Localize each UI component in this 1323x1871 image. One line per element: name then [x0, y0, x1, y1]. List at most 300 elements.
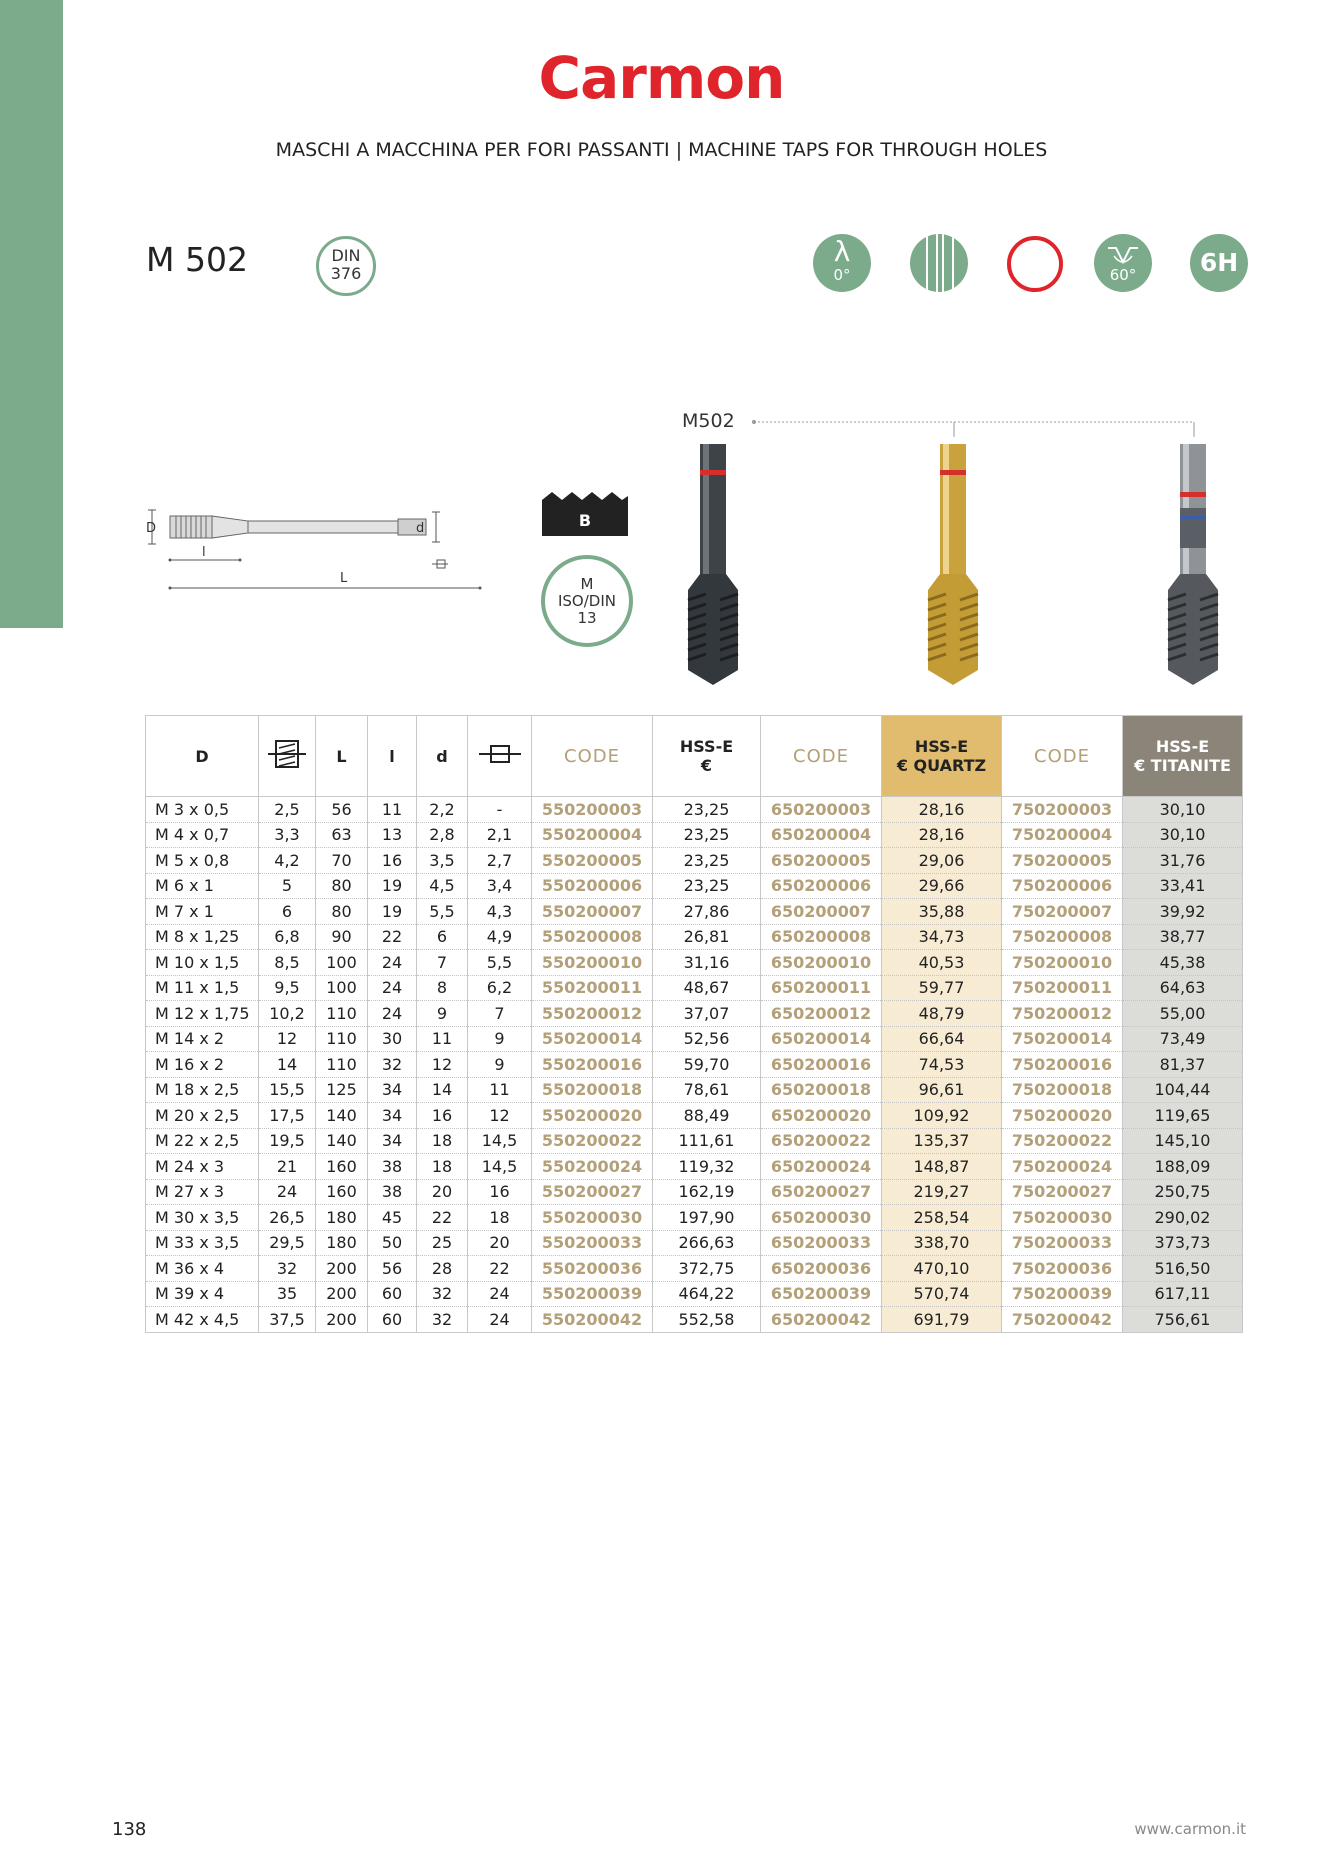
cell-size: M 11 x 1,5 [146, 975, 259, 1001]
cell-square: 11 [468, 1077, 532, 1103]
table-row [146, 1103, 1243, 1129]
cell-code-hsse: 550200027 [532, 1179, 653, 1205]
cell-square: 18 [468, 1205, 532, 1231]
cell-size: M 39 x 4 [146, 1281, 259, 1307]
cell-square: 7 [468, 1001, 532, 1027]
header-drill-icon [259, 716, 316, 797]
cell-price-hsse: 111,61 [653, 1128, 761, 1154]
cell-size: M 22 x 2,5 [146, 1128, 259, 1154]
cell-L: 56 [316, 797, 368, 823]
cell-code-quartz: 650200022 [761, 1128, 882, 1154]
cell-code-titanite: 750200007 [1002, 899, 1123, 925]
cell-price-quartz: 148,87 [882, 1154, 1002, 1180]
cell-code-quartz: 650200027 [761, 1179, 882, 1205]
cell-price-titanite: 617,11 [1123, 1281, 1243, 1307]
cell-drill: 35 [259, 1281, 316, 1307]
cell-code-titanite: 750200020 [1002, 1103, 1123, 1129]
cell-size: M 12 x 1,75 [146, 1001, 259, 1027]
cell-drill: 10,2 [259, 1001, 316, 1027]
cell-L: 180 [316, 1230, 368, 1256]
cell-code-hsse: 550200014 [532, 1026, 653, 1052]
cell-size: M 42 x 4,5 [146, 1307, 259, 1333]
tap-leader-lines [0, 0, 1323, 460]
footer-url[interactable]: www.carmon.it [1134, 1820, 1246, 1838]
cell-drill: 4,2 [259, 848, 316, 874]
cell-code-quartz: 650200012 [761, 1001, 882, 1027]
header-price-quartz [882, 716, 1002, 797]
tap-photo-titanite [1158, 440, 1228, 690]
cell-price-hsse: 31,16 [653, 950, 761, 976]
table-row [146, 822, 1243, 848]
cell-drill: 8,5 [259, 950, 316, 976]
cell-code-hsse: 550200030 [532, 1205, 653, 1231]
cell-square: 4,3 [468, 899, 532, 925]
cell-L: 200 [316, 1281, 368, 1307]
cell-price-hsse: 59,70 [653, 1052, 761, 1078]
cell-code-quartz: 650200007 [761, 899, 882, 925]
cell-L: 100 [316, 975, 368, 1001]
cell-l: 30 [368, 1026, 417, 1052]
cell-code-quartz: 650200016 [761, 1052, 882, 1078]
cell-price-quartz: 74,53 [882, 1052, 1002, 1078]
cell-square: 20 [468, 1230, 532, 1256]
header-hsse-line1: HSS-E [679, 737, 734, 756]
cell-d: 14 [417, 1077, 468, 1103]
cell-price-titanite: 33,41 [1123, 873, 1243, 899]
cell-code-quartz: 650200004 [761, 822, 882, 848]
cell-l: 24 [368, 950, 417, 976]
cell-L: 90 [316, 924, 368, 950]
header-titanite-line1: HSS-E [1155, 737, 1210, 756]
drawing-label-d: d [416, 521, 425, 536]
cell-price-quartz: 34,73 [882, 924, 1002, 950]
header-price-titanite [1123, 716, 1243, 797]
cell-price-quartz: 35,88 [882, 899, 1002, 925]
cell-d: 18 [417, 1154, 468, 1180]
cell-d: 32 [417, 1281, 468, 1307]
cell-l: 60 [368, 1307, 417, 1333]
cell-square: 24 [468, 1281, 532, 1307]
cell-L: 160 [316, 1154, 368, 1180]
drill-diameter-icon [264, 738, 310, 770]
cell-price-titanite: 188,09 [1123, 1154, 1243, 1180]
cell-L: 200 [316, 1307, 368, 1333]
cell-square: 22 [468, 1256, 532, 1282]
cell-l: 19 [368, 899, 417, 925]
cell-price-titanite: 81,37 [1123, 1052, 1243, 1078]
cell-size: M 36 x 4 [146, 1256, 259, 1282]
cell-price-titanite: 250,75 [1123, 1179, 1243, 1205]
cell-price-quartz: 135,37 [882, 1128, 1002, 1154]
cell-l: 34 [368, 1077, 417, 1103]
helix-angle-value: 0° [833, 266, 851, 284]
cell-d: 3,5 [417, 848, 468, 874]
tap-label: M502 [682, 410, 735, 432]
cell-square: 14,5 [468, 1154, 532, 1180]
table-row [146, 975, 1243, 1001]
cell-code-hsse: 550200033 [532, 1230, 653, 1256]
cell-price-titanite: 104,44 [1123, 1077, 1243, 1103]
thread-badge-line2: ISO/DIN [557, 592, 616, 610]
table-header-row [146, 716, 1243, 797]
cell-price-titanite: 145,10 [1123, 1128, 1243, 1154]
cell-code-quartz: 650200018 [761, 1077, 882, 1103]
cell-price-hsse: 372,75 [653, 1256, 761, 1282]
cell-code-hsse: 550200016 [532, 1052, 653, 1078]
cell-code-titanite: 750200014 [1002, 1026, 1123, 1052]
model-title: M 502 [146, 240, 248, 279]
cell-d: 2,8 [417, 822, 468, 848]
cell-code-hsse: 550200007 [532, 899, 653, 925]
cell-size: M 27 x 3 [146, 1179, 259, 1205]
table-row [146, 848, 1243, 874]
din-badge-line2: 376 [330, 264, 362, 283]
cell-price-titanite: 119,65 [1123, 1103, 1243, 1129]
cell-price-quartz: 40,53 [882, 950, 1002, 976]
cell-drill: 26,5 [259, 1205, 316, 1231]
cell-size: M 16 x 2 [146, 1052, 259, 1078]
cell-code-quartz: 650200030 [761, 1205, 882, 1231]
header-hsse-line2: € [700, 756, 713, 775]
cell-l: 22 [368, 924, 417, 950]
table-row [146, 873, 1243, 899]
cell-code-hsse: 550200003 [532, 797, 653, 823]
cell-size: M 24 x 3 [146, 1154, 259, 1180]
cell-drill: 12 [259, 1026, 316, 1052]
cell-size: M 4 x 0,7 [146, 822, 259, 848]
cell-d: 4,5 [417, 873, 468, 899]
header-price-hsse [653, 716, 761, 797]
cell-l: 38 [368, 1179, 417, 1205]
cell-d: 16 [417, 1103, 468, 1129]
cell-price-hsse: 464,22 [653, 1281, 761, 1307]
cell-square: - [468, 797, 532, 823]
cell-price-hsse: 48,67 [653, 975, 761, 1001]
cell-size: M 18 x 2,5 [146, 1077, 259, 1103]
table-row [146, 924, 1243, 950]
cell-code-quartz: 650200010 [761, 950, 882, 976]
table-row [146, 1128, 1243, 1154]
cell-d: 20 [417, 1179, 468, 1205]
thread-angle-value: 60° [1109, 266, 1137, 284]
cell-code-quartz: 650200014 [761, 1026, 882, 1052]
cell-d: 18 [417, 1128, 468, 1154]
cell-code-hsse: 550200039 [532, 1281, 653, 1307]
cell-size: M 7 x 1 [146, 899, 259, 925]
cell-d: 22 [417, 1205, 468, 1231]
cell-price-quartz: 29,06 [882, 848, 1002, 874]
cell-d: 5,5 [417, 899, 468, 925]
cell-square: 12 [468, 1103, 532, 1129]
table-row [146, 1205, 1243, 1231]
table-row [146, 1281, 1243, 1307]
cell-code-quartz: 650200006 [761, 873, 882, 899]
cell-d: 8 [417, 975, 468, 1001]
header-code-titanite: CODE [1002, 716, 1123, 797]
cell-size: M 20 x 2,5 [146, 1103, 259, 1129]
cell-price-quartz: 66,64 [882, 1026, 1002, 1052]
cell-code-titanite: 750200024 [1002, 1154, 1123, 1180]
cell-drill: 9,5 [259, 975, 316, 1001]
cell-d: 25 [417, 1230, 468, 1256]
cell-code-hsse: 550200010 [532, 950, 653, 976]
cell-d: 28 [417, 1256, 468, 1282]
cell-price-quartz: 28,16 [882, 797, 1002, 823]
page-number: 138 [112, 1819, 147, 1840]
header-code-hsse: CODE [532, 716, 653, 797]
cell-drill: 6,8 [259, 924, 316, 950]
table-row [146, 1230, 1243, 1256]
cell-price-quartz: 109,92 [882, 1103, 1002, 1129]
cell-size: M 10 x 1,5 [146, 950, 259, 976]
tolerance-icon: 6H [1190, 234, 1248, 292]
cell-l: 11 [368, 797, 417, 823]
cell-code-hsse: 550200024 [532, 1154, 653, 1180]
cell-price-titanite: 30,10 [1123, 797, 1243, 823]
cell-price-hsse: 119,32 [653, 1154, 761, 1180]
cell-price-hsse: 26,81 [653, 924, 761, 950]
table-row [146, 797, 1243, 823]
cell-code-hsse: 550200036 [532, 1256, 653, 1282]
cell-code-titanite: 750200027 [1002, 1179, 1123, 1205]
din-badge-line1: DIN [331, 246, 361, 265]
thread-profile-badge [542, 492, 628, 536]
cell-code-quartz: 650200005 [761, 848, 882, 874]
header-titanite-line2: € TITANITE [1134, 756, 1231, 775]
tap-technical-drawing [140, 488, 520, 598]
cell-price-titanite: 756,61 [1123, 1307, 1243, 1333]
cell-price-hsse: 23,25 [653, 822, 761, 848]
cell-L: 63 [316, 822, 368, 848]
cell-price-hsse: 37,07 [653, 1001, 761, 1027]
cell-d: 32 [417, 1307, 468, 1333]
cell-size: M 8 x 1,25 [146, 924, 259, 950]
cell-square: 16 [468, 1179, 532, 1205]
cell-code-hsse: 550200042 [532, 1307, 653, 1333]
cell-L: 160 [316, 1179, 368, 1205]
header-quartz-line1: HSS-E [914, 737, 969, 756]
cell-code-titanite: 750200016 [1002, 1052, 1123, 1078]
cell-price-quartz: 59,77 [882, 975, 1002, 1001]
cell-drill: 3,3 [259, 822, 316, 848]
thread-badge-line3: 13 [577, 609, 597, 627]
cell-code-hsse: 550200018 [532, 1077, 653, 1103]
thread-badge-line1: M [580, 575, 594, 593]
header-code-quartz: CODE [761, 716, 882, 797]
table-row [146, 1001, 1243, 1027]
cell-code-quartz: 650200003 [761, 797, 882, 823]
cell-square: 4,9 [468, 924, 532, 950]
table-row [146, 1077, 1243, 1103]
cell-L: 110 [316, 1052, 368, 1078]
cell-l: 24 [368, 1001, 417, 1027]
cell-code-titanite: 750200036 [1002, 1256, 1123, 1282]
cell-price-hsse: 23,25 [653, 797, 761, 823]
cell-price-hsse: 197,90 [653, 1205, 761, 1231]
cell-d: 11 [417, 1026, 468, 1052]
cell-code-titanite: 750200011 [1002, 975, 1123, 1001]
cell-L: 140 [316, 1128, 368, 1154]
cell-code-quartz: 650200033 [761, 1230, 882, 1256]
cell-price-titanite: 45,38 [1123, 950, 1243, 976]
cell-code-titanite: 750200039 [1002, 1281, 1123, 1307]
cell-l: 34 [368, 1128, 417, 1154]
cell-drill: 32 [259, 1256, 316, 1282]
cell-price-quartz: 48,79 [882, 1001, 1002, 1027]
table-row [146, 899, 1243, 925]
cell-price-titanite: 31,76 [1123, 848, 1243, 874]
cell-l: 45 [368, 1205, 417, 1231]
cell-L: 100 [316, 950, 368, 976]
cell-l: 13 [368, 822, 417, 848]
cell-size: M 14 x 2 [146, 1026, 259, 1052]
cell-drill: 37,5 [259, 1307, 316, 1333]
cell-price-titanite: 39,92 [1123, 899, 1243, 925]
helix-angle-symbol: λ [833, 235, 851, 268]
product-table [145, 715, 1243, 1333]
cell-square: 5,5 [468, 950, 532, 976]
cell-drill: 2,5 [259, 797, 316, 823]
cell-price-hsse: 78,61 [653, 1077, 761, 1103]
cell-d: 9 [417, 1001, 468, 1027]
cell-price-quartz: 570,74 [882, 1281, 1002, 1307]
cell-square: 6,2 [468, 975, 532, 1001]
drawing-label-L: L [340, 571, 348, 586]
cell-code-titanite: 750200033 [1002, 1230, 1123, 1256]
cell-code-titanite: 750200008 [1002, 924, 1123, 950]
cell-code-titanite: 750200010 [1002, 950, 1123, 976]
cell-code-hsse: 550200020 [532, 1103, 653, 1129]
cell-l: 56 [368, 1256, 417, 1282]
cell-code-hsse: 550200011 [532, 975, 653, 1001]
thread-standard-badge [541, 555, 633, 647]
cell-price-quartz: 96,61 [882, 1077, 1002, 1103]
cell-price-titanite: 516,50 [1123, 1256, 1243, 1282]
cell-size: M 30 x 3,5 [146, 1205, 259, 1231]
cell-l: 60 [368, 1281, 417, 1307]
cell-code-quartz: 650200036 [761, 1256, 882, 1282]
cell-l: 38 [368, 1154, 417, 1180]
cell-size: M 33 x 3,5 [146, 1230, 259, 1256]
cell-price-hsse: 88,49 [653, 1103, 761, 1129]
square-drive-icon [477, 742, 523, 766]
profile-badge-label: B [578, 511, 592, 530]
cell-code-titanite: 750200012 [1002, 1001, 1123, 1027]
cell-code-titanite: 750200004 [1002, 822, 1123, 848]
drawing-label-D: D [146, 521, 157, 536]
cell-square: 9 [468, 1026, 532, 1052]
cell-price-quartz: 29,66 [882, 873, 1002, 899]
cell-drill: 17,5 [259, 1103, 316, 1129]
page-subtitle: MASCHI A MACCHINA PER FORI PASSANTI | MACHINE TAPS FOR THROUGH HOLES [275, 139, 1048, 161]
cell-price-hsse: 52,56 [653, 1026, 761, 1052]
cell-L: 125 [316, 1077, 368, 1103]
cell-d: 2,2 [417, 797, 468, 823]
cell-price-hsse: 162,19 [653, 1179, 761, 1205]
cell-code-titanite: 750200005 [1002, 848, 1123, 874]
cell-code-titanite: 750200006 [1002, 873, 1123, 899]
cell-drill: 19,5 [259, 1128, 316, 1154]
header-d: d [417, 716, 468, 797]
cell-L: 180 [316, 1205, 368, 1231]
drawing-label-l: l [202, 545, 206, 560]
cell-price-titanite: 64,63 [1123, 975, 1243, 1001]
cell-size: M 3 x 0,5 [146, 797, 259, 823]
header-L: L [316, 716, 368, 797]
cell-square: 14,5 [468, 1128, 532, 1154]
cell-code-hsse: 550200004 [532, 822, 653, 848]
cell-price-quartz: 338,70 [882, 1230, 1002, 1256]
cell-price-hsse: 27,86 [653, 899, 761, 925]
cell-L: 80 [316, 873, 368, 899]
cell-price-hsse: 23,25 [653, 873, 761, 899]
cell-price-quartz: 219,27 [882, 1179, 1002, 1205]
cell-L: 110 [316, 1001, 368, 1027]
header-square-icon [468, 716, 532, 797]
cell-price-titanite: 38,77 [1123, 924, 1243, 950]
cell-l: 24 [368, 975, 417, 1001]
cell-code-hsse: 550200006 [532, 873, 653, 899]
cell-drill: 5 [259, 873, 316, 899]
cell-price-quartz: 28,16 [882, 822, 1002, 848]
tap-photo-quartz [918, 440, 988, 690]
cell-price-hsse: 23,25 [653, 848, 761, 874]
table-row [146, 1052, 1243, 1078]
cell-code-titanite: 750200030 [1002, 1205, 1123, 1231]
cell-L: 110 [316, 1026, 368, 1052]
header-l: l [368, 716, 417, 797]
brand-logo: Carmon [538, 44, 785, 112]
cell-l: 34 [368, 1103, 417, 1129]
cell-price-titanite: 290,02 [1123, 1205, 1243, 1231]
cell-code-titanite: 750200018 [1002, 1077, 1123, 1103]
cell-drill: 15,5 [259, 1077, 316, 1103]
cell-code-hsse: 550200005 [532, 848, 653, 874]
header-D: D [146, 716, 259, 797]
table-row [146, 1026, 1243, 1052]
cell-square: 3,4 [468, 873, 532, 899]
tap-photo-standard [678, 440, 748, 690]
cell-code-hsse: 550200012 [532, 1001, 653, 1027]
cell-square: 2,1 [468, 822, 532, 848]
cell-code-hsse: 550200022 [532, 1128, 653, 1154]
table-row [146, 950, 1243, 976]
cell-drill: 24 [259, 1179, 316, 1205]
cell-l: 50 [368, 1230, 417, 1256]
cell-square: 9 [468, 1052, 532, 1078]
cell-d: 6 [417, 924, 468, 950]
cell-price-quartz: 258,54 [882, 1205, 1002, 1231]
cell-price-titanite: 373,73 [1123, 1230, 1243, 1256]
table-row [146, 1179, 1243, 1205]
cell-L: 200 [316, 1256, 368, 1282]
cell-price-hsse: 266,63 [653, 1230, 761, 1256]
cell-code-quartz: 650200042 [761, 1307, 882, 1333]
cell-code-quartz: 650200039 [761, 1281, 882, 1307]
table-row [146, 1256, 1243, 1282]
cell-drill: 21 [259, 1154, 316, 1180]
cell-L: 140 [316, 1103, 368, 1129]
cell-price-titanite: 73,49 [1123, 1026, 1243, 1052]
cell-code-quartz: 650200024 [761, 1154, 882, 1180]
cell-code-quartz: 650200008 [761, 924, 882, 950]
cell-l: 19 [368, 873, 417, 899]
cell-drill: 14 [259, 1052, 316, 1078]
cell-price-titanite: 55,00 [1123, 1001, 1243, 1027]
cell-code-titanite: 750200022 [1002, 1128, 1123, 1154]
cell-square: 2,7 [468, 848, 532, 874]
cell-size: M 6 x 1 [146, 873, 259, 899]
